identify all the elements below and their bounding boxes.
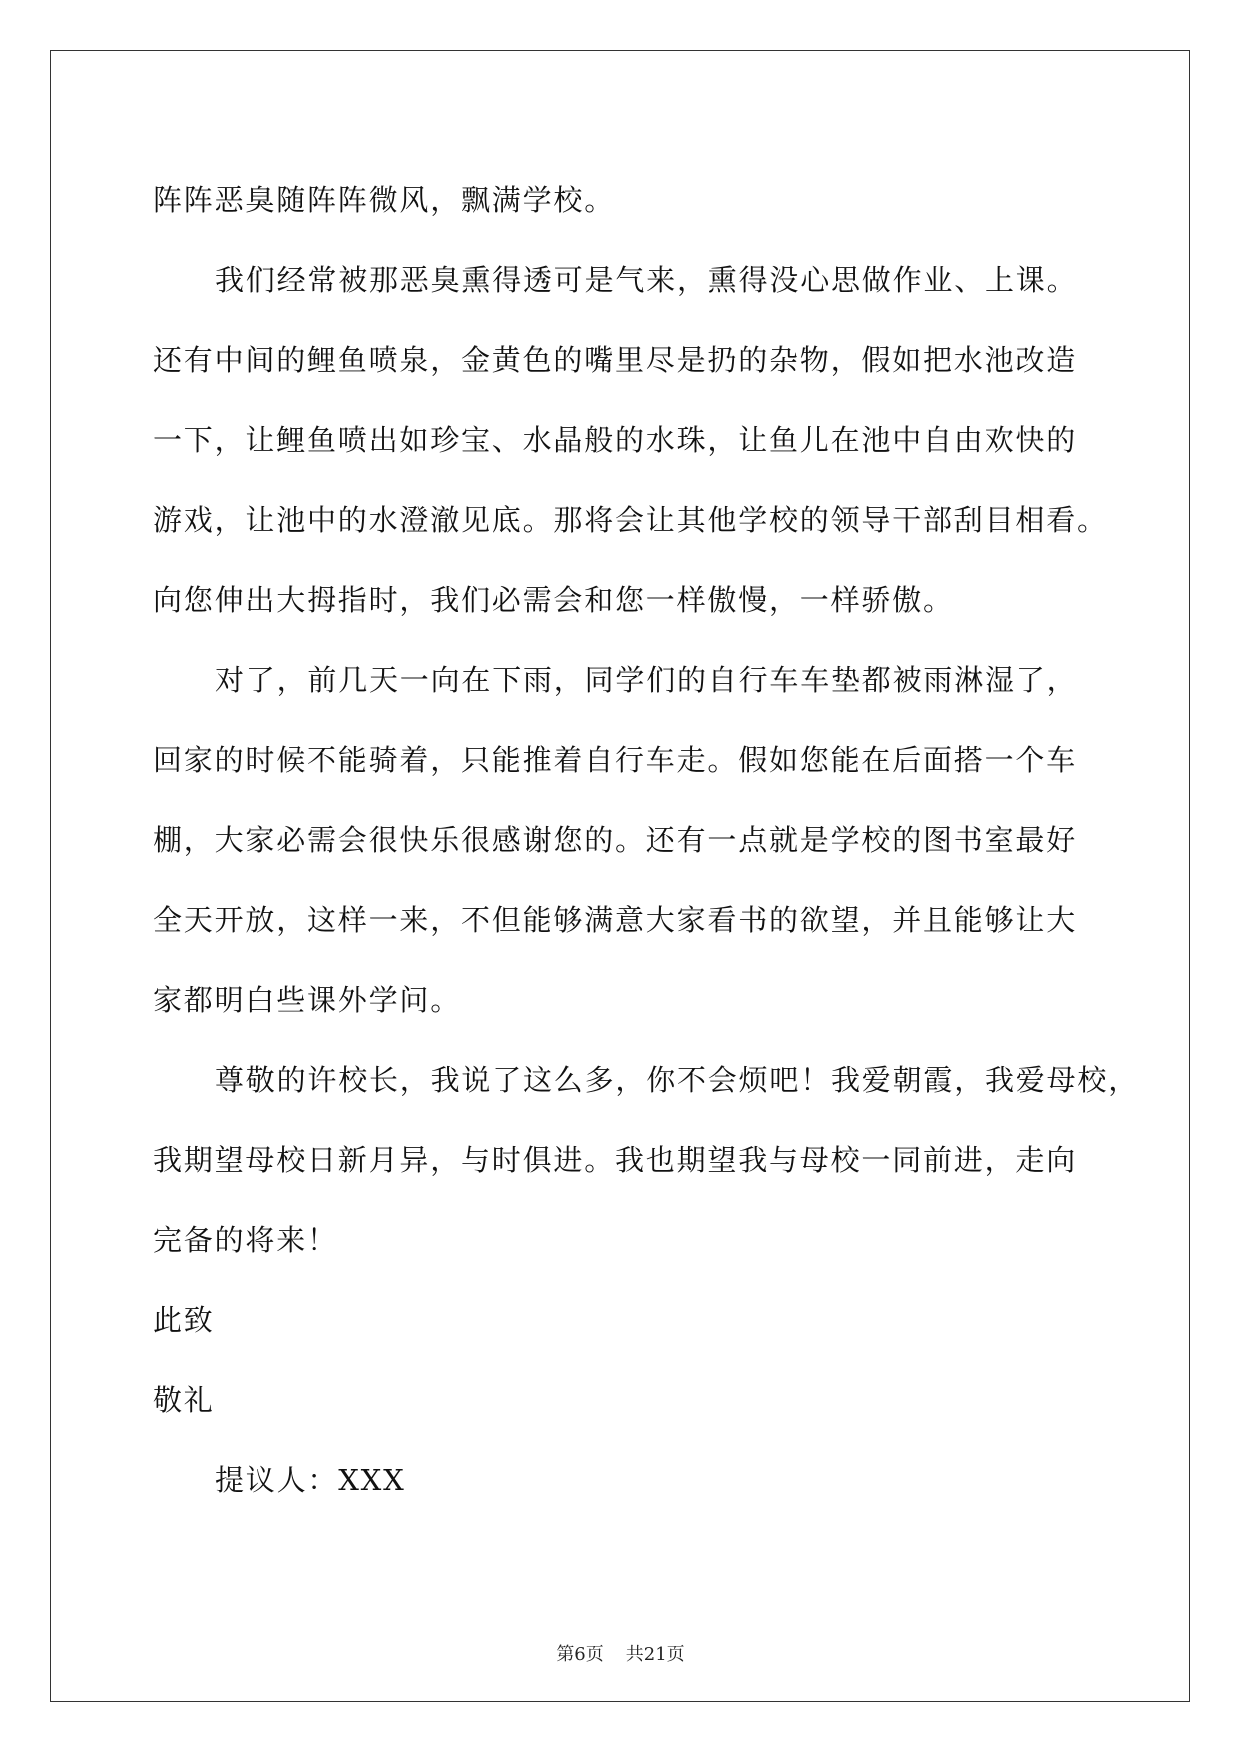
text-line-13: 我期望母校日新月异，与时俱进。我也期望我与母校一同前进，走向 [153, 1143, 1078, 1177]
text-line-2: 我们经常被那恶臭熏得透可是气来，熏得没心思做作业、上课。 [215, 263, 1078, 297]
text-line-6: 向您伸出大拇指时，我们必需会和您一样傲慢，一样骄傲。 [153, 583, 954, 617]
text-line-1: 阵阵恶臭随阵阵微风，飘满学校。 [153, 183, 616, 217]
page-number: 第6页 [556, 1644, 604, 1665]
text-line-10: 全天开放，这样一来，不但能够满意大家看书的欲望，并且能够让大 [153, 903, 1078, 937]
page-total: 共21页 [625, 1644, 685, 1665]
closing-regards: 敬礼 [153, 1383, 215, 1417]
text-line-5: 游戏，让池中的水澄澈见底。那将会让其他学校的领导干部刮目相看。 [153, 503, 1108, 537]
closing-salutation: 此致 [153, 1303, 215, 1337]
text-line-3: 还有中间的鲤鱼喷泉，金黄色的嘴里尽是扔的杂物，假如把水池改造 [153, 343, 1078, 377]
text-line-4: 一下，让鲤鱼喷出如珍宝、水晶般的水珠，让鱼儿在池中自由欢快的 [153, 423, 1078, 457]
text-line-9: 棚，大家必需会很快乐很感谢您的。还有一点就是学校的图书室最好 [153, 823, 1078, 857]
text-line-14: 完备的将来！ [153, 1223, 338, 1257]
text-line-11: 家都明白些课外学问。 [153, 983, 462, 1017]
letter-body [153, 160, 1140, 1520]
page-footer [0, 1640, 1241, 1666]
text-line-12: 尊敬的许校长，我说了这么多，你不会烦吧！我爱朝霞，我爱母校， [215, 1063, 1140, 1097]
text-line-7: 对了，前几天一向在下雨，同学们的自行车车垫都被雨淋湿了， [215, 663, 1078, 697]
text-line-8: 回家的时候不能骑着，只能推着自行车走。假如您能在后面搭一个车 [153, 743, 1078, 777]
signature-line: 提议人：XXX [215, 1463, 406, 1497]
